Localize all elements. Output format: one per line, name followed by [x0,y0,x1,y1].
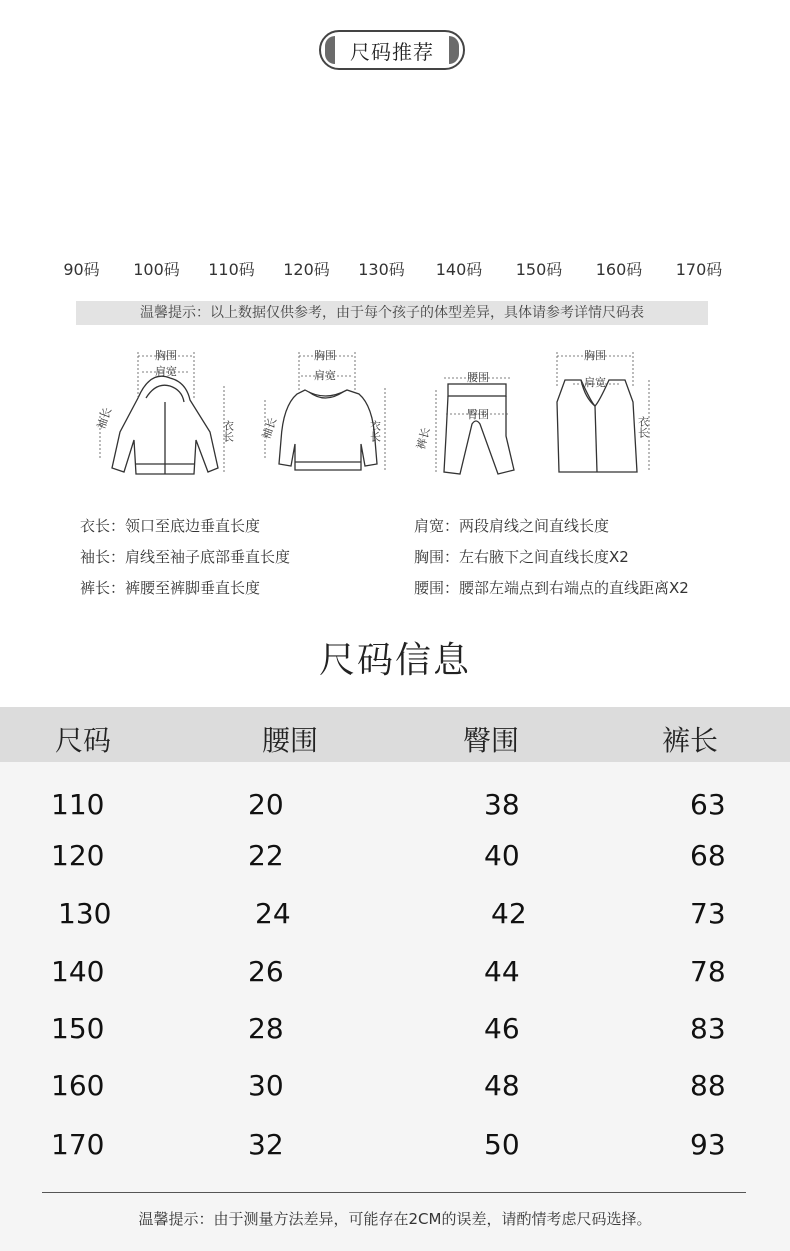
table-cell: 140 [51,955,105,988]
table-cell: 26 [248,955,284,988]
sweater-diagram [255,340,405,490]
table-cell: 170 [51,1128,105,1161]
size-label: 90码 [63,260,100,279]
table-cell: 73 [690,897,726,930]
sweater-shoulder-label: 肩宽 [314,369,336,382]
definition-item: 腰围：腰部左端点到右端点的直线距离X2 [414,579,689,597]
bottom-tip: 温馨提示：由于测量方法差异，可能存在2CM的误差，请酌情考虑尺码选择。 [138,1210,652,1228]
size-label: 110码 [208,260,255,279]
table-header-cell: 裤长 [662,724,719,757]
table-cell: 78 [690,955,726,988]
size-label: 140码 [435,260,483,279]
table-cell: 110 [51,788,105,821]
sweater-sleeve-label: 袖长 [259,415,280,442]
definitions-left [80,516,290,609]
table-cell: 42 [491,897,527,930]
jacket-shoulder-label: 肩宽 [155,365,177,378]
vest-chest-label: 胸围 [584,349,606,362]
divider [42,1192,746,1193]
pants-length-label: 裤长 [414,426,433,451]
table-cell: 120 [51,839,105,872]
size-bars [0,0,790,290]
table-cell: 50 [484,1128,520,1161]
definition-item: 裤长：裤腰至裤脚垂直长度 [80,579,261,597]
table-cell: 130 [58,897,112,930]
definition-item: 胸围：左右腋下之间直线长度X2 [414,548,629,566]
table-cell: 38 [484,788,520,821]
jacket-diagram [90,340,240,490]
table-cell: 46 [484,1012,520,1045]
table-cell: 150 [51,1012,105,1045]
sweater-chest-label: 胸围 [314,349,336,362]
table-cell: 63 [690,788,726,821]
measurement-diagrams [0,340,790,490]
size-label: 150码 [515,260,563,279]
pants-waist-label: 腰围 [467,371,489,384]
size-label: 120码 [283,260,330,279]
vest-diagram [545,340,675,490]
table-cell: 22 [248,839,284,872]
vest-length-label: 衣长 [636,416,650,438]
table-cell: 160 [51,1069,105,1102]
size-label: 130码 [358,260,405,279]
table-header-cell: 腰围 [262,724,319,757]
vest-shoulder-label: 肩宽 [584,376,606,389]
definition-item: 肩宽：两段肩线之间直线长度 [414,517,610,535]
size-recommend-title: 尺码推荐 [350,39,434,64]
jacket-sleeve-label: 袖长 [94,405,115,432]
jacket-chest-label: 胸围 [155,349,177,362]
size-label: 160码 [595,260,643,279]
definitions-right [414,516,689,609]
table-cell: 28 [248,1012,284,1045]
table-cell: 30 [248,1069,284,1102]
jacket-length-label: 衣长 [221,420,235,442]
table-header-cell: 臀围 [463,724,520,757]
table-cell: 44 [484,955,520,988]
table-cell: 88 [690,1069,726,1102]
table-body [0,762,790,1251]
table-header [0,707,790,762]
table-cell: 24 [255,897,291,930]
pants-diagram [414,340,530,490]
table-cell: 93 [690,1128,726,1161]
table-cell: 68 [690,839,726,872]
table-cell: 48 [484,1069,520,1102]
size-tip: 温馨提示：以上数据仅供参考，由于每个孩子的体型差异，具体请参考详情尺码表 [76,301,708,325]
sweater-length-label: 衣长 [368,420,382,442]
table-cell: 32 [248,1128,284,1161]
size-info-title: 尺码信息 [318,640,471,681]
table-cell: 40 [484,839,520,872]
size-label: 100码 [133,260,180,279]
table-cell: 83 [690,1012,726,1045]
definition-item: 衣长：领口至底边垂直长度 [80,517,261,535]
pants-hip-label: 臀围 [467,408,489,421]
definition-item: 袖长：肩线至袖子底部垂直长度 [80,548,291,566]
table-header-cell: 尺码 [55,724,112,757]
table-cell: 20 [248,788,284,821]
size-label: 170码 [675,260,723,279]
